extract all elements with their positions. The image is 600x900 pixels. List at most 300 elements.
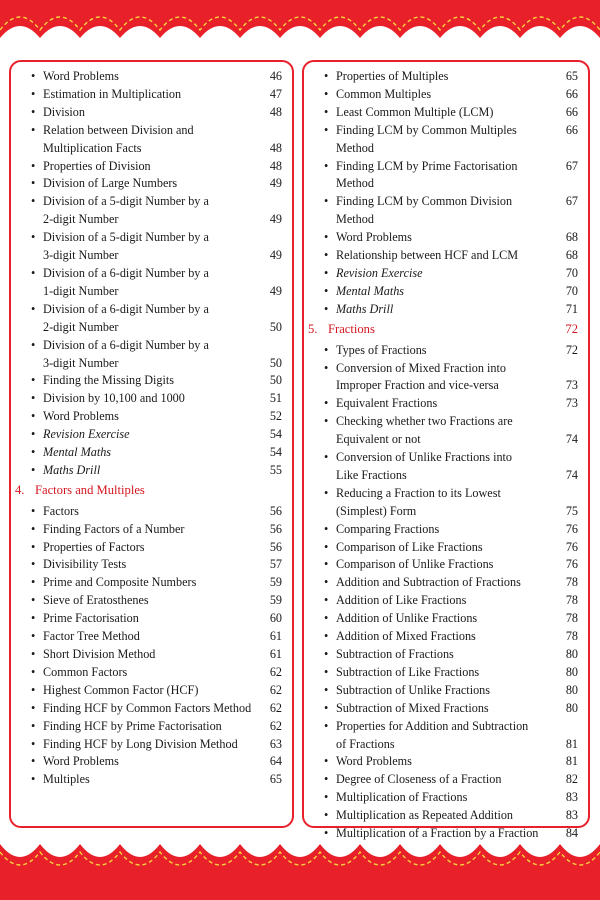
entry-title [336, 283, 550, 301]
entry-title-line: Properties for Addition and Subtraction [336, 718, 529, 733]
entry-title-line: Types of Fractions [336, 342, 427, 357]
entry-title [336, 753, 550, 771]
bullet-icon: • [31, 445, 36, 460]
bullet-icon: • [31, 593, 36, 608]
contents-entry [25, 337, 282, 373]
contents-entry [25, 503, 282, 521]
contents-entry [25, 539, 282, 557]
entry-title [43, 175, 254, 193]
bullet-icon: • [324, 194, 329, 209]
entry-title [336, 247, 550, 265]
section-heading [15, 482, 282, 500]
entry-title [336, 449, 550, 485]
entry-title [336, 825, 550, 843]
bullet-icon: • [31, 373, 36, 388]
bullet-icon: • [31, 230, 36, 245]
page-number: 70 [565, 283, 578, 298]
bullet-icon: • [31, 718, 36, 733]
entry-title-line: Properties of Multiples [336, 69, 449, 83]
bullet-icon: • [31, 772, 36, 787]
page-number: 76 [565, 539, 578, 554]
entry-title-line: Finding LCM by Prime Factorisation Method [336, 158, 518, 191]
bullet-icon: • [324, 485, 329, 500]
contents-entry [25, 646, 282, 664]
page-number: 78 [565, 629, 578, 644]
entry-title [336, 68, 550, 86]
entry-title [336, 807, 550, 825]
entry-title-line: Addition of Like Fractions [336, 593, 467, 608]
entry-title-line: Finding LCM by Common Division Method [336, 194, 513, 227]
bullet-icon: • [324, 265, 329, 280]
contents-entry [25, 444, 282, 462]
bullet-icon: • [324, 826, 329, 841]
entry-title [43, 574, 254, 592]
page-number: 67 [565, 158, 578, 173]
page-number: 73 [565, 378, 578, 393]
entry-title-line: Division of a 6-digit Number by a [43, 301, 209, 316]
entry-title [43, 610, 254, 628]
entry-title [43, 556, 254, 574]
entry-title-line: Degree of Closeness of a Fraction [336, 772, 502, 787]
entry-title-line: Estimation in Multiplication [43, 86, 182, 101]
page-number: 50 [269, 373, 282, 388]
page-number: 48 [269, 158, 282, 173]
entry-title-line: Conversion of Unlike Fractions into [336, 450, 513, 465]
contents-entry [25, 682, 282, 700]
contents-entry [25, 771, 282, 789]
bullet-icon: • [31, 391, 36, 406]
page-number: 49 [269, 176, 282, 191]
bullet-icon: • [324, 86, 329, 101]
bullet-icon: • [324, 575, 329, 590]
bullet-icon: • [324, 808, 329, 823]
bullet-icon: • [324, 104, 329, 119]
entry-title-line: Like Fractions [336, 467, 407, 482]
entry-title [43, 426, 254, 444]
entry-title-line: of Fractions [336, 736, 395, 751]
page-number: 83 [565, 790, 578, 805]
entry-title-line: Checking whether two Fractions are [336, 414, 513, 429]
entry-title-line: 3-digit Number [43, 248, 119, 263]
bullet-icon: • [31, 700, 36, 715]
entry-title-line: Mental Maths [336, 283, 405, 298]
page-number: 50 [269, 319, 282, 334]
bullet-icon: • [31, 575, 36, 590]
entry-title-line: Multiples [43, 772, 90, 787]
contents-entry [318, 360, 578, 396]
bullet-icon: • [31, 86, 36, 101]
contents-entry [318, 771, 578, 789]
bullet-icon: • [31, 104, 36, 119]
contents-entry [318, 521, 578, 539]
section-number: 5. [308, 321, 318, 336]
entry-title [336, 556, 550, 574]
contents-entry [25, 408, 282, 426]
bullet-icon: • [324, 122, 329, 137]
entry-title [336, 360, 550, 396]
contents-entry [318, 646, 578, 664]
entry-title [43, 753, 254, 771]
bullet-icon: • [324, 521, 329, 536]
contents-entry [318, 193, 578, 229]
contents-entry [25, 372, 282, 390]
page-number: 49 [269, 283, 282, 298]
entry-title [336, 193, 550, 229]
entry-title-line: Division of Large Numbers [43, 176, 178, 191]
contents-entry [318, 592, 578, 610]
entry-title-line: Sieve of Eratosthenes [43, 593, 149, 608]
contents-entry [25, 574, 282, 592]
section-title [35, 482, 254, 500]
entry-title [336, 395, 550, 413]
entry-title [336, 682, 550, 700]
page-number: 80 [565, 682, 578, 697]
contents-entry [25, 610, 282, 628]
page-number: 74 [565, 467, 578, 482]
page-number: 62 [269, 682, 282, 697]
contents-entry [318, 342, 578, 360]
entry-title-line: Multiplication of a Fraction by a Fraction [336, 826, 539, 841]
bullet-icon: • [324, 629, 329, 644]
left-contents-panel [9, 60, 294, 828]
page-number: 51 [269, 391, 282, 406]
entry-title [336, 122, 550, 158]
page-number: 56 [269, 539, 282, 554]
bullet-icon: • [31, 647, 36, 661]
bullet-icon: • [31, 427, 36, 442]
entry-title [43, 122, 254, 158]
page-number: 68 [565, 230, 578, 245]
page-number: 63 [269, 736, 282, 751]
entry-title-line: Division of a 6-digit Number by a [43, 265, 209, 280]
bullet-icon: • [31, 539, 36, 554]
entry-title [43, 700, 254, 718]
bullet-icon: • [31, 736, 36, 751]
entry-title-line: Word Problems [336, 230, 412, 245]
page-number: 48 [269, 104, 282, 119]
contents-entry [25, 426, 282, 444]
page-number: 72 [565, 342, 578, 357]
entry-title-line: Division [43, 104, 85, 119]
entry-title-line: Finding HCF by Prime Factorisation [43, 718, 222, 733]
page-number: 80 [565, 700, 578, 715]
page-number: 59 [269, 575, 282, 590]
page-number: 56 [269, 521, 282, 536]
entry-title [43, 229, 254, 265]
page-number: 61 [269, 629, 282, 644]
bullet-icon: • [324, 248, 329, 263]
contents-entry [318, 825, 578, 843]
entry-title-line: (Simplest) Form [336, 503, 417, 518]
entry-title-line: Division by 10,100 and 1000 [43, 391, 185, 406]
page-number: 54 [269, 427, 282, 442]
bullet-icon: • [31, 69, 36, 83]
page-number: 56 [269, 503, 282, 518]
page-number: 81 [565, 736, 578, 751]
contents-entry [318, 104, 578, 122]
entry-title-line: 1-digit Number [43, 283, 119, 298]
entry-title-line: Word Problems [43, 754, 119, 769]
page-number: 78 [565, 611, 578, 626]
right-contents-panel [302, 60, 590, 841]
page-number: 76 [565, 521, 578, 536]
contents-entry [25, 122, 282, 158]
page-number: 61 [269, 647, 282, 661]
contents-entry [25, 700, 282, 718]
page-number: 46 [269, 69, 282, 83]
entry-title [43, 521, 254, 539]
page-number: 70 [565, 265, 578, 280]
page-number: 49 [269, 212, 282, 227]
entry-title-line: Subtraction of Like Fractions [336, 664, 480, 679]
contents-entry [318, 68, 578, 86]
entry-title-line: Division of a 5-digit Number by a [43, 194, 209, 209]
bullet-icon: • [324, 342, 329, 357]
entry-title-line: Division of a 5-digit Number by a [43, 230, 209, 245]
entry-title [43, 390, 254, 408]
page-number: 71 [565, 301, 578, 316]
contents-entry [25, 301, 282, 337]
entry-title-line: Subtraction of Unlike Fractions [336, 682, 491, 697]
entry-title [336, 628, 550, 646]
bullet-icon: • [31, 265, 36, 280]
bullet-icon: • [324, 700, 329, 715]
entry-title-line: Short Division Method [43, 647, 156, 661]
contents-entry [318, 86, 578, 104]
page-number: 60 [269, 611, 282, 626]
page-number: 83 [565, 808, 578, 823]
page-number: 65 [269, 772, 282, 787]
entry-title-line: Word Problems [336, 754, 412, 769]
page-number: 66 [565, 122, 578, 137]
entry-title-line: Highest Common Factor (HCF) [43, 682, 199, 697]
contents-entry [318, 556, 578, 574]
entry-title [336, 301, 550, 319]
entry-title-line: Multiplication as Repeated Addition [336, 808, 514, 823]
section-heading [308, 321, 578, 339]
bullet-icon: • [31, 521, 36, 536]
contents-entry [318, 700, 578, 718]
entry-title-line: Relationship between HCF and LCM [336, 248, 519, 263]
page-number: 47 [269, 86, 282, 101]
contents-entry [318, 664, 578, 682]
entry-title-line: Comparison of Unlike Fractions [336, 557, 494, 572]
contents-entry [318, 413, 578, 449]
bullet-icon: • [31, 194, 36, 209]
page-number: 52 [269, 409, 282, 424]
entry-title-line: Division of a 6-digit Number by a [43, 337, 209, 352]
entry-title-line: Finding HCF by Long Division Method [43, 736, 238, 751]
page-number: 54 [269, 445, 282, 460]
entry-title-line: Finding the Missing Digits [43, 373, 175, 388]
entry-title-line: Conversion of Mixed Fraction into [336, 360, 506, 375]
entry-title [43, 408, 254, 426]
bullet-icon: • [324, 557, 329, 572]
page-number: 57 [269, 557, 282, 572]
entry-title-line: 3-digit Number [43, 355, 119, 370]
page-number: 66 [565, 104, 578, 119]
contents-entry [318, 449, 578, 485]
entry-title-line: Revision Exercise [43, 427, 130, 442]
entry-title-line: Properties of Division [43, 158, 151, 173]
entry-title-line: Finding LCM by Common Multiples Method [336, 122, 517, 155]
entry-title [336, 521, 550, 539]
page-number: 65 [565, 69, 578, 83]
contents-entry [318, 485, 578, 521]
entry-title-line: Divisibility Tests [43, 557, 127, 572]
page-number: 64 [269, 754, 282, 769]
contents-entry [318, 247, 578, 265]
entry-title-line: Prime and Composite Numbers [43, 575, 197, 590]
contents-entry [25, 193, 282, 229]
entry-title-line: Subtraction of Fractions [336, 647, 454, 661]
contents-entry [318, 628, 578, 646]
bullet-icon: • [324, 664, 329, 679]
bullet-icon: • [324, 360, 329, 375]
entry-title [336, 413, 550, 449]
contents-entry [318, 807, 578, 825]
entry-title-line: Reducing a Fraction to its Lowest [336, 485, 501, 500]
entry-title-line: Properties of Factors [43, 539, 145, 554]
entry-title [336, 789, 550, 807]
entry-title-line: Comparing Fractions [336, 521, 440, 536]
bullet-icon: • [324, 611, 329, 626]
page-number: 62 [269, 718, 282, 733]
page-number: 82 [565, 772, 578, 787]
contents-entry [25, 265, 282, 301]
entry-title [43, 372, 254, 390]
entry-title [336, 539, 550, 557]
bullet-icon: • [31, 629, 36, 644]
contents-entry [25, 521, 282, 539]
bullet-icon: • [31, 682, 36, 697]
bullet-icon: • [324, 754, 329, 769]
entry-title [43, 301, 254, 337]
section-number: 4. [15, 482, 25, 497]
page-number: 55 [269, 462, 282, 477]
bullet-icon: • [31, 503, 36, 518]
entry-title [43, 718, 254, 736]
contents-entry [25, 628, 282, 646]
bullet-icon: • [324, 414, 329, 429]
entry-title-line: Common Multiples [336, 86, 432, 101]
contents-entry [318, 753, 578, 771]
bullet-icon: • [31, 409, 36, 424]
entry-title [336, 574, 550, 592]
entry-title [336, 592, 550, 610]
entry-title-line: Equivalent Fractions [336, 396, 438, 411]
entry-title-line: 2-digit Number [43, 319, 119, 334]
entry-title [43, 736, 254, 754]
entry-title-line: Maths Drill [43, 462, 101, 477]
entry-title [43, 503, 254, 521]
contents-entry [318, 283, 578, 301]
bullet-icon: • [324, 158, 329, 173]
contents-entry [25, 753, 282, 771]
contents-entry [25, 86, 282, 104]
contents-entry [318, 574, 578, 592]
contents-entry [318, 395, 578, 413]
entry-title [336, 646, 550, 664]
bullet-icon: • [324, 790, 329, 805]
entry-title-line: Subtraction of Mixed Fractions [336, 700, 489, 715]
contents-entry [25, 158, 282, 176]
bottom-band-graphic [0, 836, 600, 900]
entry-title-line: Maths Drill [336, 301, 394, 316]
contents-entry [318, 122, 578, 158]
entry-title [43, 193, 254, 229]
page-number: 84 [565, 826, 578, 841]
contents-entry [318, 229, 578, 247]
entry-title-line: Word Problems [43, 69, 119, 83]
contents-entry [25, 390, 282, 408]
entry-title-line: Addition of Unlike Fractions [336, 611, 478, 626]
page-number: 68 [565, 248, 578, 263]
contents-entry [318, 789, 578, 807]
bullet-icon: • [324, 593, 329, 608]
contents-entry [318, 158, 578, 194]
entry-title [336, 158, 550, 194]
entry-title [336, 700, 550, 718]
entry-title [336, 86, 550, 104]
entry-title [336, 718, 550, 754]
entry-title [43, 68, 254, 86]
bullet-icon: • [31, 611, 36, 626]
entry-title-line: Prime Factorisation [43, 611, 139, 626]
entry-title-line: 2-digit Number [43, 212, 119, 227]
entry-title [43, 539, 254, 557]
contents-entry [318, 610, 578, 628]
bullet-icon: • [31, 301, 36, 316]
entry-title-line: Factors and Multiples [35, 482, 145, 497]
page-number: 78 [565, 593, 578, 608]
entry-title-line: Multiplication Facts [43, 140, 142, 155]
page-number: 62 [269, 700, 282, 715]
page-number: 48 [269, 140, 282, 155]
contents-entry [25, 229, 282, 265]
entry-title [336, 229, 550, 247]
entry-title-line: Addition of Mixed Fractions [336, 629, 476, 644]
entry-title-line: Equivalent or not [336, 432, 421, 447]
contents-entry [25, 68, 282, 86]
page-number: 49 [269, 248, 282, 263]
entry-title-line: Least Common Multiple (LCM) [336, 104, 494, 119]
page-number: 72 [565, 321, 578, 336]
contents-entry [318, 718, 578, 754]
contents-entry [318, 539, 578, 557]
page-number: 73 [565, 396, 578, 411]
page-number: 66 [565, 86, 578, 101]
entry-title [43, 462, 254, 480]
entry-title [43, 682, 254, 700]
page-number: 59 [269, 593, 282, 608]
entry-title-line: Addition and Subtraction of Fractions [336, 575, 521, 590]
entry-title [336, 771, 550, 789]
entry-title-line: Word Problems [43, 409, 119, 424]
contents-entry [318, 265, 578, 283]
contents-entry [25, 736, 282, 754]
bullet-icon: • [324, 283, 329, 298]
page-number: 78 [565, 575, 578, 590]
contents-entry [25, 104, 282, 122]
contents-entry [25, 175, 282, 193]
entry-title [336, 610, 550, 628]
contents-entry [318, 682, 578, 700]
bullet-icon: • [31, 754, 36, 769]
bullet-icon: • [31, 462, 36, 477]
bullet-icon: • [324, 230, 329, 245]
page-number: 67 [565, 194, 578, 209]
